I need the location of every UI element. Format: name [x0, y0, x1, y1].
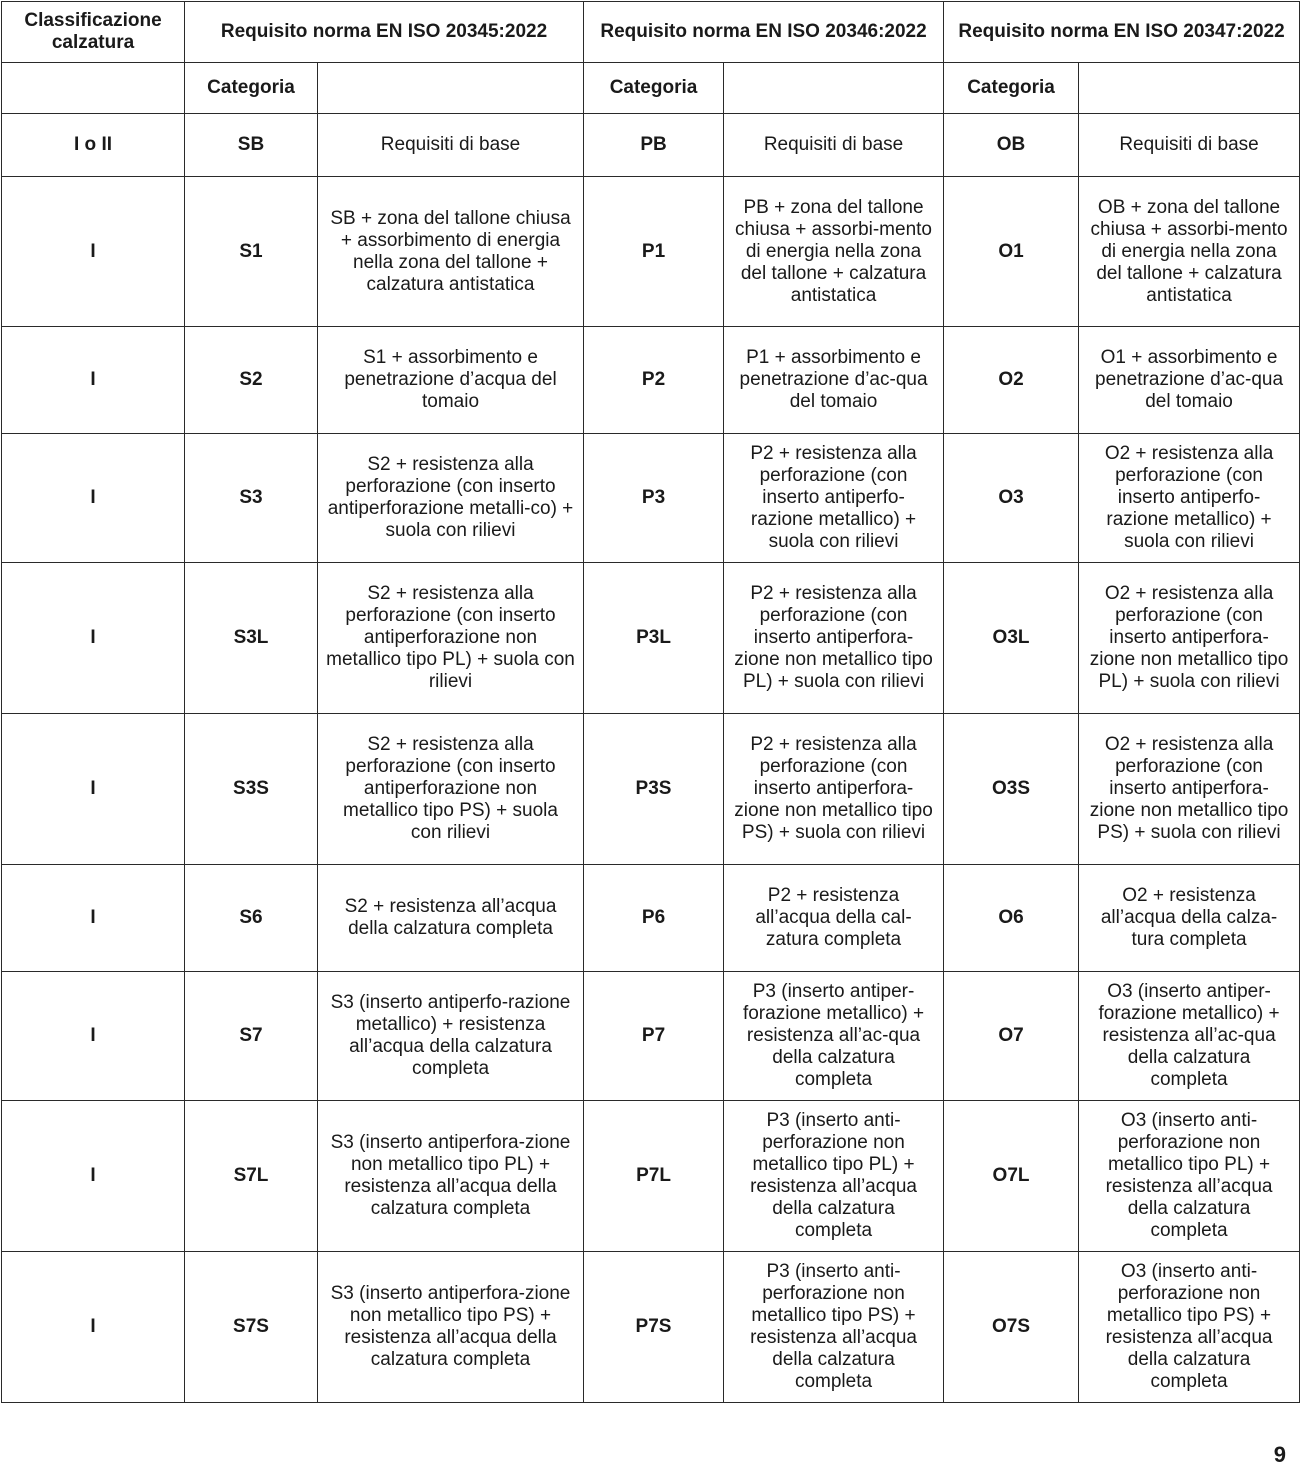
s-category-cell: S7: [185, 972, 318, 1101]
s-category-cell: S7S: [185, 1252, 318, 1403]
s-requirement-cell: S3 (inserto antiperfora-zione non metallico tipo PL) + resistenza all’acqua della calzatura completa: [318, 1101, 584, 1252]
classe-cell: I: [2, 563, 185, 714]
table-row: [2, 177, 1300, 327]
o-category-cell: O7: [944, 972, 1079, 1101]
table-row: [2, 1101, 1300, 1252]
p-requirement-cell: P2 + resistenza alla perforazione (con inserto antiperfo-razione metallico) + suola con rilievi: [724, 434, 944, 563]
table-row: [2, 327, 1300, 434]
s-requirement-cell: Requisiti di base: [318, 114, 584, 177]
s-category-cell: S3S: [185, 714, 318, 865]
table-row: [2, 865, 1300, 972]
subheader-empty-cell: [724, 63, 944, 114]
p-requirement-cell: P2 + resistenza alla perforazione (con inserto antiperfora-zione non metallico tipo PL) + suola con rilievi: [724, 563, 944, 714]
table-row: [2, 714, 1300, 865]
s-category-cell: S1: [185, 177, 318, 327]
o-category-cell: O6: [944, 865, 1079, 972]
p-category-cell: P7L: [584, 1101, 724, 1252]
table-row: [2, 563, 1300, 714]
p-category-cell: P1: [584, 177, 724, 327]
subheader-empty-cell: [318, 63, 584, 114]
s-category-cell: S3: [185, 434, 318, 563]
o-category-cell: OB: [944, 114, 1079, 177]
classe-cell: I o II: [2, 114, 185, 177]
s-category-cell: S3L: [185, 563, 318, 714]
o-requirement-cell: O1 + assorbimento e penetrazione d’ac-qua del tomaio: [1079, 327, 1300, 434]
p-category-cell: P3S: [584, 714, 724, 865]
o-requirement-cell: O2 + resistenza alla perforazione (con inserto antiperfora-zione non metallico tipo PS) + suola con rilievi: [1079, 714, 1300, 865]
classe-cell: I: [2, 434, 185, 563]
p-category-cell: P7S: [584, 1252, 724, 1403]
classe-cell: I: [2, 972, 185, 1101]
p-category-cell: P2: [584, 327, 724, 434]
classe-cell: I: [2, 327, 185, 434]
o-requirement-cell: O2 + resistenza all’acqua della calza-tura completa: [1079, 865, 1300, 972]
subheader-empty-cell: [2, 63, 185, 114]
o-requirement-cell: O3 (inserto antiper-forazione metallico) + resistenza all’ac-qua della calzatura completa: [1079, 972, 1300, 1101]
p-category-cell: P6: [584, 865, 724, 972]
s-category-cell: SB: [185, 114, 318, 177]
classe-cell: I: [2, 714, 185, 865]
s-category-cell: S7L: [185, 1101, 318, 1252]
page-number: 9: [1273, 1442, 1286, 1467]
subheader-empty-cell: [1079, 63, 1300, 114]
p-requirement-cell: P1 + assorbimento e penetrazione d’ac-qua del tomaio: [724, 327, 944, 434]
o-category-cell: O3: [944, 434, 1079, 563]
p-requirement-cell: P2 + resistenza all’acqua della cal-zatura completa: [724, 865, 944, 972]
s-requirement-cell: S3 (inserto antiperfora-zione non metallico tipo PS) + resistenza all’acqua della calzatura completa: [318, 1252, 584, 1403]
subheader-categoria-20346: Categoria: [584, 63, 724, 114]
s-requirement-cell: SB + zona del tallone chiusa + assorbimento di energia nella zona del tallone + calzatura antistatica: [318, 177, 584, 327]
o-category-cell: O1: [944, 177, 1079, 327]
classe-cell: I: [2, 1101, 185, 1252]
table-row: [2, 114, 1300, 177]
s-requirement-cell: S2 + resistenza alla perforazione (con inserto antiperforazione metalli-co) + suola con rilievi: [318, 434, 584, 563]
o-category-cell: O7L: [944, 1101, 1079, 1252]
subheader-categoria-20347: Categoria: [944, 63, 1079, 114]
table-row: [2, 434, 1300, 563]
p-requirement-cell: Requisiti di base: [724, 114, 944, 177]
footwear-classification-table: [1, 1, 1300, 1403]
header-classificazione: Classificazione calzatura: [2, 2, 185, 63]
o-requirement-cell: O2 + resistenza alla perforazione (con inserto antiperfora-zione non metallico tipo PL) + suola con rilievi: [1079, 563, 1300, 714]
o-requirement-cell: O2 + resistenza alla perforazione (con inserto antiperfo-razione metallico) + suola con rilievi: [1079, 434, 1300, 563]
p-requirement-cell: P2 + resistenza alla perforazione (con inserto antiperfora-zione non metallico tipo PS) + suola con rilievi: [724, 714, 944, 865]
classe-cell: I: [2, 865, 185, 972]
s-requirement-cell: S1 + assorbimento e penetrazione d’acqua del tomaio: [318, 327, 584, 434]
header-norm-20347: Requisito norma EN ISO 20347:2022: [944, 2, 1300, 63]
o-requirement-cell: OB + zona del tallone chiusa + assorbi-mento di energia nella zona del tallone + calzatura antistatica: [1079, 177, 1300, 327]
o-requirement-cell: O3 (inserto anti-perforazione non metallico tipo PL) + resistenza all’acqua della calzatura completa: [1079, 1101, 1300, 1252]
o-category-cell: O7S: [944, 1252, 1079, 1403]
table-row: [2, 972, 1300, 1101]
o-category-cell: O3S: [944, 714, 1079, 865]
p-requirement-cell: P3 (inserto antiper-forazione metallico) + resistenza all’ac-qua della calzatura completa: [724, 972, 944, 1101]
header-row: [2, 2, 1300, 63]
header-norm-20345: Requisito norma EN ISO 20345:2022: [185, 2, 584, 63]
s-requirement-cell: S3 (inserto antiperfo-razione metallico) + resistenza all’acqua della calzatura completa: [318, 972, 584, 1101]
p-requirement-cell: PB + zona del tallone chiusa + assorbi-mento di energia nella zona del tallone + calzatura antistatica: [724, 177, 944, 327]
s-category-cell: S2: [185, 327, 318, 434]
o-requirement-cell: O3 (inserto anti-perforazione non metallico tipo PS) + resistenza all’acqua della calzatura completa: [1079, 1252, 1300, 1403]
s-requirement-cell: S2 + resistenza alla perforazione (con inserto antiperforazione non metallico tipo PL) + suola con rilievi: [318, 563, 584, 714]
p-requirement-cell: P3 (inserto anti-perforazione non metallico tipo PL) + resistenza all’acqua della calzatura completa: [724, 1101, 944, 1252]
p-category-cell: P7: [584, 972, 724, 1101]
s-requirement-cell: S2 + resistenza alla perforazione (con inserto antiperforazione non metallico tipo PS) + suola con rilievi: [318, 714, 584, 865]
subheader-categoria-20345: Categoria: [185, 63, 318, 114]
s-requirement-cell: S2 + resistenza all’acqua della calzatura completa: [318, 865, 584, 972]
p-category-cell: P3: [584, 434, 724, 563]
classe-cell: I: [2, 177, 185, 327]
s-category-cell: S6: [185, 865, 318, 972]
classe-cell: I: [2, 1252, 185, 1403]
o-category-cell: O2: [944, 327, 1079, 434]
p-category-cell: P3L: [584, 563, 724, 714]
header-norm-20346: Requisito norma EN ISO 20346:2022: [584, 2, 944, 63]
subheader-row: [2, 63, 1300, 114]
p-category-cell: PB: [584, 114, 724, 177]
table-row: [2, 1252, 1300, 1403]
o-category-cell: O3L: [944, 563, 1079, 714]
o-requirement-cell: Requisiti di base: [1079, 114, 1300, 177]
p-requirement-cell: P3 (inserto anti-perforazione non metallico tipo PS) + resistenza all’acqua della calzatura completa: [724, 1252, 944, 1403]
